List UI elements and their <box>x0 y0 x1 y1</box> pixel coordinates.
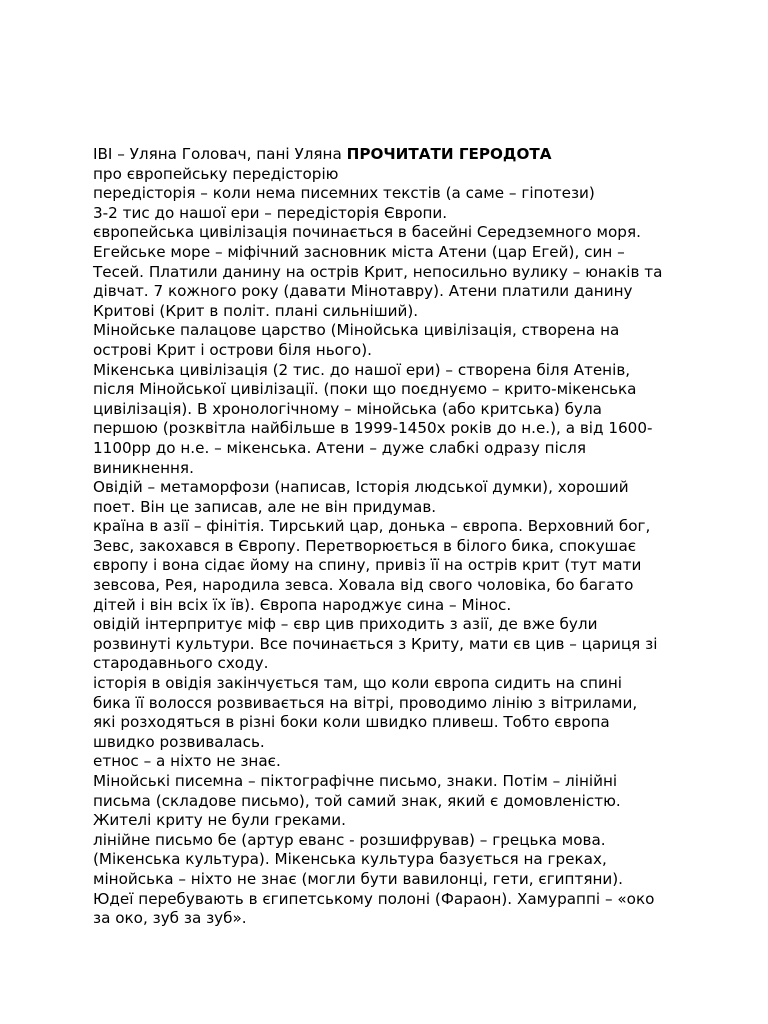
paragraph-line: першою (розквітла найбільше в 1999-1450х років до н.е.), а від 1600- <box>93 419 653 438</box>
paragraph-line: за око, зуб за зуб». <box>93 909 247 928</box>
paragraph-line: про європейську передісторію <box>93 164 339 183</box>
paragraph-line: цивілізація). В хронологічному – мінойська (або критська) була <box>93 399 602 418</box>
paragraph-line: Юдеї перебувають в єгипетському полоні (Фараон). Хамураппі – «око <box>93 889 655 908</box>
paragraph-line: Мінойські писемна – піктографічне письмо, знаки. Потім – лінійні <box>93 772 618 790</box>
paragraph-line: які розходяться в різні боки коли швидко пливеш. Тобто європа <box>93 713 610 732</box>
paragraph <box>93 674 693 752</box>
paragraph-line: дітей і він всіх їх їв). Європа народжує сина – Мінос. <box>93 595 512 614</box>
paragraph-list <box>93 165 693 929</box>
paragraph-line: передісторія – коли нема писемних текстів (а саме – гіпотези) <box>93 184 595 203</box>
paragraph-line: після Мінойської цивілізації. (поки що поєднуємо – крито-мікенська <box>93 380 637 399</box>
paragraph-line: країна в азії – фінітія. Тирський цар, донька – європа. Верховний бог, <box>93 517 651 536</box>
paragraph <box>93 615 693 674</box>
paragraph-line: 3-2 тис до нашої ери – передісторія Європи. <box>93 203 448 222</box>
paragraph-line: європейська цивілізація починається в басейні Середземного моря. <box>93 223 641 242</box>
paragraph <box>93 361 693 479</box>
paragraph-line: Мікенська цивілізація (2 тис. до нашої ери) – створена біля Атенів, <box>93 360 631 379</box>
paragraph <box>93 165 693 185</box>
paragraph <box>93 184 693 204</box>
paragraph <box>93 772 693 831</box>
paragraph-line: виникнення. <box>93 458 194 477</box>
paragraph-line: 1100рр до н.е. – мікенська. Атени – дуже слабкі одразу після <box>93 438 587 457</box>
paragraph-line: Овідій – метаморфози (написав, Історія людської думки), хороший <box>93 478 629 497</box>
paragraph-line: європу і вона сідає йому на спину, привіз її на острів крит (тут мати <box>93 556 642 575</box>
paragraph-line: Зевс, закохався в Європу. Перетворюється в білого бика, спокушає <box>93 536 637 555</box>
paragraph-line: бика її волосся розвивається на вітрі, проводимо лінію з вітрилами, <box>93 693 638 712</box>
paragraph-line: письма (складове письмо), той самий знак, який є домовленістю. <box>93 791 621 810</box>
paragraph <box>93 517 693 615</box>
paragraph-line: розвинуті культури. Все починається з Криту, мати єв цив – цариця зі <box>93 634 658 653</box>
paragraph <box>93 204 693 224</box>
paragraph-line: поет. Він це записав, але не він придумав. <box>93 497 437 516</box>
paragraph-line: острові Крит і острови біля нього). <box>93 340 372 359</box>
paragraph-line: овідій інтерпритує міф – євр цив приходить з азії, де вже були <box>93 615 598 634</box>
paragraph-line: стародавнього сходу. <box>93 654 269 673</box>
paragraph-line: Мінойське палацове царство (Мінойська цивілізація, створена на <box>93 321 620 340</box>
document-body <box>93 145 693 929</box>
heading-text: ІВІ – Уляна Головач, пані Уляна <box>93 145 347 163</box>
paragraph-line: Тесей. Платили данину на острів Крит, непосильно вулику – юнаків та <box>93 262 663 281</box>
paragraph-line: Жителі криту не були греками. <box>93 811 346 830</box>
paragraph <box>93 243 693 321</box>
paragraph-line: етнос – а ніхто не знає. <box>93 752 281 771</box>
paragraph-line: (Мікенська культура). Мікенська культура базується на греках, <box>93 850 607 869</box>
paragraph-line: лінійне письмо бе (артур еванс - розшифрував) – грецька мова. <box>93 830 606 849</box>
paragraph-line: Критові (Крит в політ. плані сильніший). <box>93 301 419 320</box>
document-heading-line <box>93 145 693 165</box>
paragraph-line: зевсова, Рея, народила зевса. Ховала від свого чоловіка, бо багато <box>93 576 634 595</box>
paragraph <box>93 321 693 360</box>
paragraph <box>93 831 693 929</box>
paragraph-line: швидко розвивалась. <box>93 732 265 751</box>
paragraph-line: історія в овідія закінчується там, що коли європа сидить на спині <box>93 674 622 693</box>
paragraph-line: мінойська – ніхто не знає (могли бути вавилонці, гети, єгиптяни). <box>93 869 624 888</box>
paragraph-line: дівчат. 7 кожного року (давати Мінотавру). Атени платили данину <box>93 282 633 301</box>
heading-emphasis: ПРОЧИТАТИ ГЕРОДОТА <box>346 145 552 163</box>
paragraph <box>93 223 693 243</box>
paragraph <box>93 752 693 772</box>
paragraph-line: Егейське море – міфічний засновник міста Атени (цар Егей), син – <box>93 242 625 261</box>
paragraph <box>93 478 693 517</box>
